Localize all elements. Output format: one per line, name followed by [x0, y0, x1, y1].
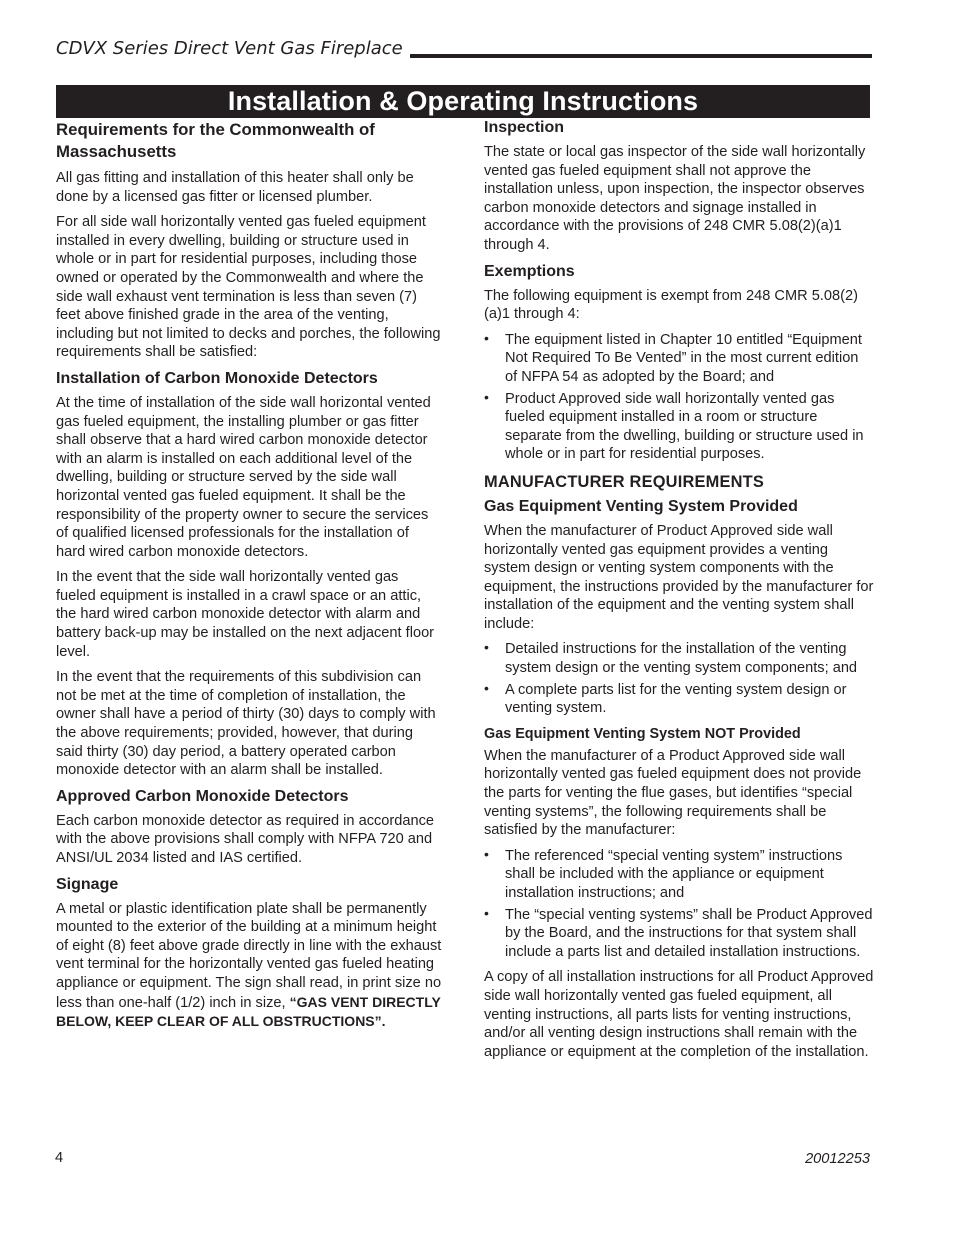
paragraph-approved-detectors: Each carbon monoxide detector as required in accordance with the above provisions shall comply with NFPA 720 and ANSI/UL 2034 listed and IAS certified. — [56, 812, 435, 866]
paragraph-venting-not-provided: When the manufacturer of a Product Approved side wall horizontally vented gas fueled equipment does not provide the parts for venting the flue gases, but identifies “special venting systems”, the following requirements shall be satisfied by the manufacturer: — [484, 747, 862, 839]
venting-not-provided-list — [484, 847, 874, 962]
paragraph-copy-of-instructions: A copy of all installation instructions for all Product Approved side wall horizontally vented gas fueled equipment, all venting instructions, all parts lists for venting instructions, and/or all venting design instructions shall remain with the appliance or equipment at the completion of the installation. — [484, 969, 874, 1060]
list-item — [484, 681, 874, 718]
venting-provided-list — [484, 640, 874, 717]
heading-signage: Signage — [56, 875, 119, 893]
list-item-text: The equipment listed in Chapter 10 entitled “Equipment Not Required To Be Vented” in the most current edition of NFPA 54 as adopted by the Board; and — [505, 331, 862, 385]
bullet-icon: • — [484, 639, 489, 656]
paragraph-venting-provided: When the manufacturer of Product Approved side wall horizontally vented gas equipment provides a venting system design or venting system components with the equipment, the instructions provided by the manufacturer for installation of the equipment and the venting system shall include: — [484, 522, 874, 632]
signage-text: A metal or plastic identification plate shall be permanently mounted to the exterior of the building at a minimum height of eight (8) feet above grade directly in line with the exhaust vent terminal for the horizontally vented gas fueled heating appliance or equipment. The sign shall read, in print size no less than one-half (1/2) inch in size, — [56, 900, 442, 1011]
heading-approved-co-detectors: Approved Carbon Monoxide Detectors — [56, 787, 349, 805]
bullet-icon: • — [484, 904, 489, 921]
bullet-icon: • — [484, 388, 489, 405]
heading-massachusetts: Requirements for the Commonwealth of Massachusetts — [56, 120, 375, 161]
list-item — [484, 640, 874, 677]
list-item-text: Product Approved side wall horizontally vented gas fueled equipment installed in a room or structure separate from the dwelling, building or structure used in whole or in part for residential purposes. — [505, 390, 864, 463]
document-number: 20012253 — [805, 1151, 870, 1167]
paragraph-side-wall-requirements: For all side wall horizontally vented gas fueled equipment installed in every dwelling, building or structure used in whole or in part for residential purposes, including those owned or operated by the Commonwealth and where the side wall exhaust vent termination is less than seven (7) feet above finished grade in the area of the venting, including but not limited to decks and porches, the following requirements shall be satisfied: — [56, 214, 441, 361]
heading-manufacturer-requirements: MANUFACTURER REQUIREMENTS — [484, 472, 764, 491]
list-item-text: The referenced “special venting system” instructions shall be included with the appliance or equipment installation instructions; and — [505, 847, 843, 901]
paragraph-exemptions: The following equipment is exempt from 248 CMR 5.08(2)(a)1 through 4: — [484, 287, 858, 323]
paragraph-inspection: The state or local gas inspector of the side wall horizontally vented gas fueled equipment shall not approve the installation unless, upon inspection, the inspector observes carbon monoxide detectors and signage installed in accordance with the provisions of 248 CMR 5.08(2)(a)1 through 4. — [484, 144, 866, 253]
heading-exemptions: Exemptions — [484, 262, 575, 280]
list-item — [484, 847, 874, 903]
bullet-icon: • — [484, 329, 489, 346]
header-rule — [410, 54, 872, 58]
exemptions-list — [484, 331, 874, 464]
list-item-text: A complete parts list for the venting system design or venting system. — [505, 681, 847, 717]
signage-warning-text: “GAS VENT DIRECTLY BELOW, KEEP CLEAR OF ALL OBSTRUCTIONS”. — [56, 993, 441, 1030]
banner-title: Installation & Operating Instructions — [227, 86, 699, 116]
list-item-text: Detailed instructions for the installation of the venting system design or the venting system components; and — [505, 641, 858, 677]
list-item-text: The “special venting systems” shall be Product Approved by the Board, and the instructions for that system shall include a parts list and detailed installation instructions. — [505, 906, 873, 960]
paragraph-signage — [56, 900, 442, 1032]
page-number: 4 — [55, 1150, 64, 1166]
heading-venting-provided: Gas Equipment Venting System Provided — [484, 497, 798, 515]
paragraph-thirty-days: In the event that the requirements of this subdivision can not be met at the time of completion of installation, the owner shall have a period of thirty (30) days to comply with the above requirements; provided, however, that during said thirty (30) day period, a battery operated carbon monoxide detector with an alarm shall be installed. — [56, 669, 436, 779]
bullet-icon: • — [484, 845, 489, 862]
paragraph-licensed-fitter: All gas fitting and installation of this heater shall only be done by a licensed gas fitter or licensed plumber. — [56, 170, 414, 205]
heading-inspection: Inspection — [484, 119, 565, 136]
bullet-icon: • — [484, 679, 489, 696]
right-column — [484, 117, 874, 1068]
list-item — [484, 390, 874, 464]
document-header-title: CDVX Series Direct Vent Gas Fireplace — [56, 38, 403, 59]
heading-venting-not-provided: Gas Equipment Venting System NOT Provided — [484, 725, 801, 742]
section-banner — [56, 85, 870, 118]
paragraph-co-installation: At the time of installation of the side wall horizontal vented gas fueled equipment, the installing plumber or gas fitter shall observe that a hard wired carbon monoxide detector with an alarm is installed on each additional level of the dwelling, building or structure served by the side wall horizontal vented gas fueled equipment. It shall be the responsibility of the property owner to secure the services of qualified licensed professionals for the installation of hard wired carbon monoxide detectors. — [56, 394, 431, 560]
left-column — [56, 118, 442, 1039]
list-item — [484, 906, 874, 962]
heading-co-detectors-installation: Installation of Carbon Monoxide Detectors — [56, 369, 378, 387]
list-item — [484, 331, 874, 387]
paragraph-crawl-space: In the event that the side wall horizontally vented gas fueled equipment is installed in a crawl space or an attic, the hard wired carbon monoxide detector with alarm and battery back-up may be installed on the next adjacent floor level. — [56, 569, 435, 660]
